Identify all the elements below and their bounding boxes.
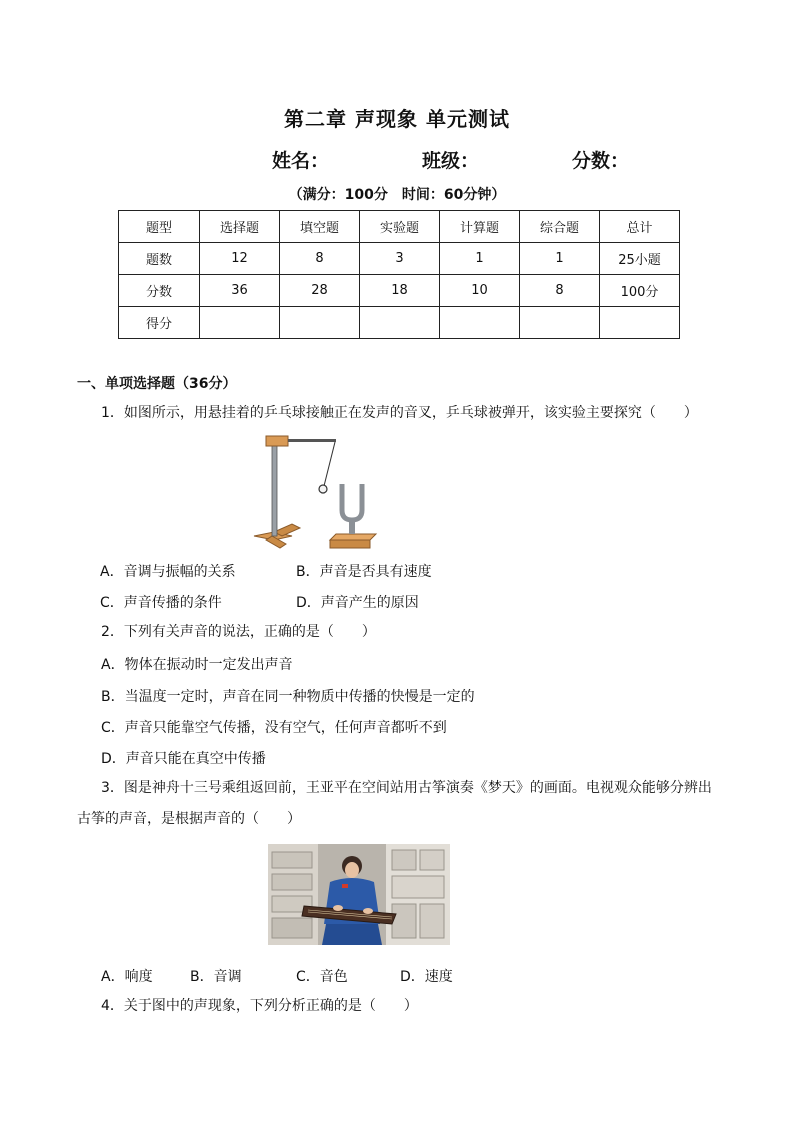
table-cell: 18 xyxy=(360,275,440,307)
table-row xyxy=(119,275,680,307)
score-input-cell[interactable] xyxy=(440,307,520,339)
table-cell: 得分 xyxy=(119,307,200,339)
table-cell: 1 xyxy=(520,243,600,275)
table-row xyxy=(119,307,680,339)
tuning-fork-figure xyxy=(252,432,382,554)
table-cell: 填空题 xyxy=(280,211,360,243)
table-cell: 实验题 xyxy=(360,211,440,243)
question-1-option-d[interactable]: D．声音产生的原因 xyxy=(296,595,419,611)
page-title: 第二章 声现象 单元测试 xyxy=(284,107,510,131)
exam-note: （满分：100分 时间：60分钟） xyxy=(288,187,506,203)
class-label: 班级： xyxy=(422,150,480,172)
question-1-option-b[interactable]: B．声音是否具有速度 xyxy=(296,564,432,580)
question-3-option-c[interactable]: C．音色 xyxy=(296,969,348,985)
score-input-cell[interactable] xyxy=(280,307,360,339)
score-input-cell[interactable] xyxy=(600,307,680,339)
table-header-row xyxy=(119,211,680,243)
table-cell: 1 xyxy=(440,243,520,275)
question-2-option-c[interactable]: C．声音只能靠空气传播，没有空气，任何声音都听不到 xyxy=(101,720,447,736)
score-table xyxy=(118,210,680,339)
score-input-cell[interactable] xyxy=(360,307,440,339)
question-1-option-a[interactable]: A．音调与振幅的关系 xyxy=(100,564,236,580)
table-cell: 题数 xyxy=(119,243,200,275)
name-label: 姓名： xyxy=(272,150,330,172)
table-cell: 3 xyxy=(360,243,440,275)
score-input-cell[interactable] xyxy=(200,307,280,339)
question-2-option-a[interactable]: A．物体在振动时一定发出声音 xyxy=(101,657,293,673)
question-3-option-b[interactable]: B．音调 xyxy=(190,969,242,985)
question-3-stem-line2: 古筝的声音，是根据声音的（ ） xyxy=(77,811,301,827)
table-cell: 36 xyxy=(200,275,280,307)
table-cell: 综合题 xyxy=(520,211,600,243)
question-1-option-c[interactable]: C．声音传播的条件 xyxy=(100,595,222,611)
table-cell: 选择题 xyxy=(200,211,280,243)
table-cell: 题型 xyxy=(119,211,200,243)
table-cell: 100分 xyxy=(600,275,680,307)
table-cell: 分数 xyxy=(119,275,200,307)
question-4-stem: 4．关于图中的声现象，下列分析正确的是（ ） xyxy=(101,998,418,1014)
table-cell: 总计 xyxy=(600,211,680,243)
question-2-option-d[interactable]: D．声音只能在真空中传播 xyxy=(101,751,266,767)
question-2-option-b[interactable]: B．当温度一定时，声音在同一种物质中传播的快慢是一定的 xyxy=(101,689,475,705)
table-row xyxy=(119,243,680,275)
table-cell: 8 xyxy=(520,275,600,307)
score-label: 分数： xyxy=(572,150,630,172)
table-cell: 12 xyxy=(200,243,280,275)
space-station-guzheng-photo xyxy=(268,844,450,945)
table-cell: 计算题 xyxy=(440,211,520,243)
table-cell: 8 xyxy=(280,243,360,275)
table-cell: 28 xyxy=(280,275,360,307)
question-1-stem: 1．如图所示，用悬挂着的乒乓球接触正在发声的音叉，乒乓球被弹开，该实验主要探究（ ） xyxy=(101,405,698,421)
question-3-option-d[interactable]: D．速度 xyxy=(400,969,453,985)
question-3-stem-line1: 3．图是神舟十三号乘组返回前，王亚平在空间站用古筝演奏《梦天》的画面。电视观众能够分辨出 xyxy=(101,780,712,796)
question-2-stem: 2．下列有关声音的说法，正确的是（ ） xyxy=(101,624,376,640)
table-cell: 25小题 xyxy=(600,243,680,275)
question-3-option-a[interactable]: A．响度 xyxy=(101,969,153,985)
score-input-cell[interactable] xyxy=(520,307,600,339)
table-cell: 10 xyxy=(440,275,520,307)
section-heading: 一、单项选择题（36分） xyxy=(77,376,237,392)
